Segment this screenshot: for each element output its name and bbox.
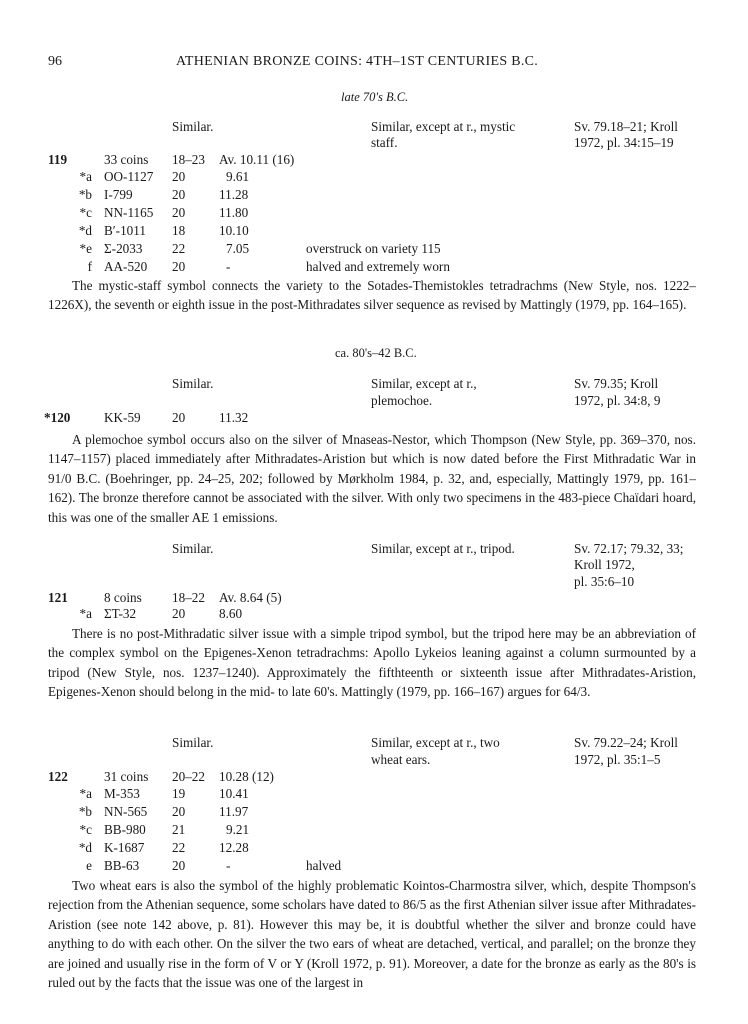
specimen-weight: 9.21 bbox=[226, 822, 250, 837]
specimen-weight: 11.80 bbox=[219, 205, 249, 220]
specimen-mark: *d bbox=[78, 840, 92, 855]
specimen-diameter: 21 bbox=[172, 822, 186, 837]
diameter: 20–22 bbox=[172, 769, 205, 784]
specimen-id: I-799 bbox=[104, 187, 133, 202]
specimen-mark: f bbox=[87, 259, 92, 274]
specimen-diameter: 22 bbox=[172, 241, 186, 256]
diameter: 18–23 bbox=[172, 152, 205, 167]
specimen-diameter: 22 bbox=[172, 840, 186, 855]
weight: Av. 8.64 (5) bbox=[219, 590, 282, 605]
specimen-diameter: 20 bbox=[172, 606, 186, 621]
obverse-description: Similar. bbox=[172, 541, 214, 556]
coin-count: 33 coins bbox=[104, 152, 149, 167]
obverse-description: Similar. bbox=[172, 735, 214, 750]
specimen-diameter: 19 bbox=[172, 786, 186, 801]
specimen-mark: *d bbox=[78, 223, 92, 238]
specimen-id: AA-520 bbox=[104, 259, 148, 274]
specimen-weight: 11.97 bbox=[219, 804, 249, 819]
weight: 11.32 bbox=[219, 410, 249, 425]
specimen-diameter: 18 bbox=[172, 223, 186, 238]
specimen-weight: - bbox=[226, 858, 231, 873]
specimen-weight: 11.28 bbox=[219, 187, 249, 202]
specimen-mark: *b bbox=[78, 187, 92, 202]
coin-count: 31 coins bbox=[104, 769, 149, 784]
weight: 10.28 (12) bbox=[219, 769, 274, 784]
specimen-mark: *a bbox=[79, 786, 92, 801]
specimen-id: BB-63 bbox=[104, 858, 140, 873]
reference: Sv. 72.17; 79.32, 33; bbox=[574, 541, 684, 556]
reverse-description: Similar, except at r., bbox=[371, 376, 477, 391]
specimen-id: OO-1127 bbox=[104, 169, 154, 184]
specimen-weight: 7.05 bbox=[226, 241, 250, 256]
specimen-mark: *c bbox=[79, 205, 92, 220]
specimen-weight: 8.60 bbox=[219, 606, 243, 621]
specimen-id: NN-1165 bbox=[104, 205, 154, 220]
specimen-diameter: 20 bbox=[172, 259, 186, 274]
specimen-mark: *b bbox=[78, 804, 92, 819]
specimen-weight: 10.41 bbox=[219, 786, 249, 801]
specimen-id: BB-980 bbox=[104, 822, 146, 837]
specimen-id: B′-1011 bbox=[104, 223, 146, 238]
reverse-description: Similar, except at r., mystic bbox=[371, 119, 516, 134]
specimen-diameter: 20 bbox=[172, 858, 186, 873]
specimen-mark: e bbox=[86, 858, 92, 873]
section-subtitle: ca. 80's–42 B.C. bbox=[335, 346, 417, 360]
diameter: 20 bbox=[172, 410, 186, 425]
reverse-description: Similar, except at r., tripod. bbox=[371, 541, 515, 556]
specimen-diameter: 20 bbox=[172, 804, 186, 819]
specimen-mark: *c bbox=[79, 822, 92, 837]
specimen-id: Σ-2033 bbox=[104, 241, 143, 256]
reference-cont: pl. 35:6–10 bbox=[574, 574, 635, 589]
section-subtitle: late 70's B.C. bbox=[341, 90, 409, 104]
reference-cont: 1972, pl. 34:15–19 bbox=[574, 135, 674, 150]
specimen-mark: *a bbox=[79, 169, 92, 184]
running-title: ATHENIAN BRONZE COINS: 4TH–1ST CENTURIES B.C. bbox=[176, 54, 539, 69]
specimen-weight: 10.10 bbox=[219, 223, 249, 238]
reverse-description-cont: staff. bbox=[371, 135, 398, 150]
variety-number: *120 bbox=[44, 410, 71, 425]
obverse-description: Similar. bbox=[172, 376, 214, 391]
specimen-note: overstruck on variety 115 bbox=[306, 241, 441, 256]
commentary-paragraph: There is no post-Mithradatic silver issue with a simple tripod symbol, but the tripod here may be an abbreviation of the complex symbol on the Epigenes-Xenon tetradrachms: Apollo Lykeios leaning against a column surmounted by a tripod (New Style, nos. 1237–1240). Approximately the fifthteenth or sixteenth issue after Mithradates-Aristion, Epigenes-Xenon should belong in the mid- to late 60's. Mattingly (1979, pp. 166–167) argues for 64/3. bbox=[48, 626, 696, 700]
specimen-note: halved bbox=[306, 858, 342, 873]
specimen-diameter: 20 bbox=[172, 187, 186, 202]
variety-number: 121 bbox=[48, 590, 68, 605]
reference: Sv. 79.22–24; Kroll bbox=[574, 735, 678, 750]
diameter: 18–22 bbox=[172, 590, 205, 605]
coin-count: 8 coins bbox=[104, 590, 142, 605]
variety-number: 119 bbox=[48, 152, 68, 167]
specimen-mark: *a bbox=[79, 606, 92, 621]
coin-id: KK-59 bbox=[104, 410, 141, 425]
reference-cont: Kroll 1972, bbox=[574, 557, 635, 572]
specimen-weight: 9.61 bbox=[226, 169, 250, 184]
weight: Av. 10.11 (16) bbox=[219, 152, 295, 167]
commentary-paragraph: A plemochoe symbol occurs also on the silver of Mnaseas-Nestor, which Thompson (New Style, pp. 369–370, nos. 1147–1157) placed immediately after Mithradates-Aristion but which is now dated before the First Mithradatic War in 91/0 B.C. (Boehringer, pp. 24–25, 202; followed by Mørkholm 1984, p. 32, and, especially, Mattingly 1979, pp. 161–162). The bronze therefore cannot be associated with the silver. With only two specimens in the 483-piece Chaïdari hoard, this was one of the smaller AE 1 emissions. bbox=[48, 432, 696, 525]
specimen-id: NN-565 bbox=[104, 804, 148, 819]
reverse-description-cont: wheat ears. bbox=[371, 752, 431, 767]
specimen-mark: *e bbox=[79, 241, 92, 256]
obverse-description: Similar. bbox=[172, 119, 214, 134]
reverse-description-cont: plemochoe. bbox=[371, 393, 433, 408]
commentary-paragraph: The mystic-staff symbol connects the variety to the Sotades-Themistokles tetradrachms (New Style, nos. 1222–1226X), the seventh or eighth issue in the post-Mithradates silver sequence as revised by Mattingly (1979, pp. 164–165). bbox=[48, 278, 696, 313]
reference-cont: 1972, pl. 35:1–5 bbox=[574, 752, 661, 767]
reference-cont: 1972, pl. 34:8, 9 bbox=[574, 393, 661, 408]
page-number: 96 bbox=[48, 54, 62, 69]
specimen-diameter: 20 bbox=[172, 205, 186, 220]
reverse-description: Similar, except at r., two bbox=[371, 735, 500, 750]
specimen-diameter: 20 bbox=[172, 169, 186, 184]
specimen-note: halved and extremely worn bbox=[306, 259, 450, 274]
variety-number: 122 bbox=[48, 769, 68, 784]
specimen-weight: - bbox=[226, 259, 231, 274]
reference: Sv. 79.18–21; Kroll bbox=[574, 119, 678, 134]
commentary-paragraph: Two wheat ears is also the symbol of the highly problematic Kointos-Charmostra silver, which, despite Thompson's rejection from the Athenian sequence, some scholars have dated to 86/5 as the first Athenian silver issue after Mithradates-Aristion (see note 142 above, p. 81). However this may be, it is doubtful whether the silver and bronze could have anything to do with each other. On the silver the two ears of wheat are detached, vertical, and parallel; on the bronze they are joined and usually rise in the form of V or Y (Kroll 1972, p. 91). Moreover, a date for the bronze as early as the 80's is ruled out by the facts that the issue was one of the largest in bbox=[48, 878, 696, 991]
specimen-id: K-1687 bbox=[104, 840, 145, 855]
specimen-id: ΣT-32 bbox=[104, 606, 137, 621]
specimen-id: M-353 bbox=[104, 786, 140, 801]
specimen-weight: 12.28 bbox=[219, 840, 249, 855]
reference: Sv. 79.35; Kroll bbox=[574, 376, 659, 391]
